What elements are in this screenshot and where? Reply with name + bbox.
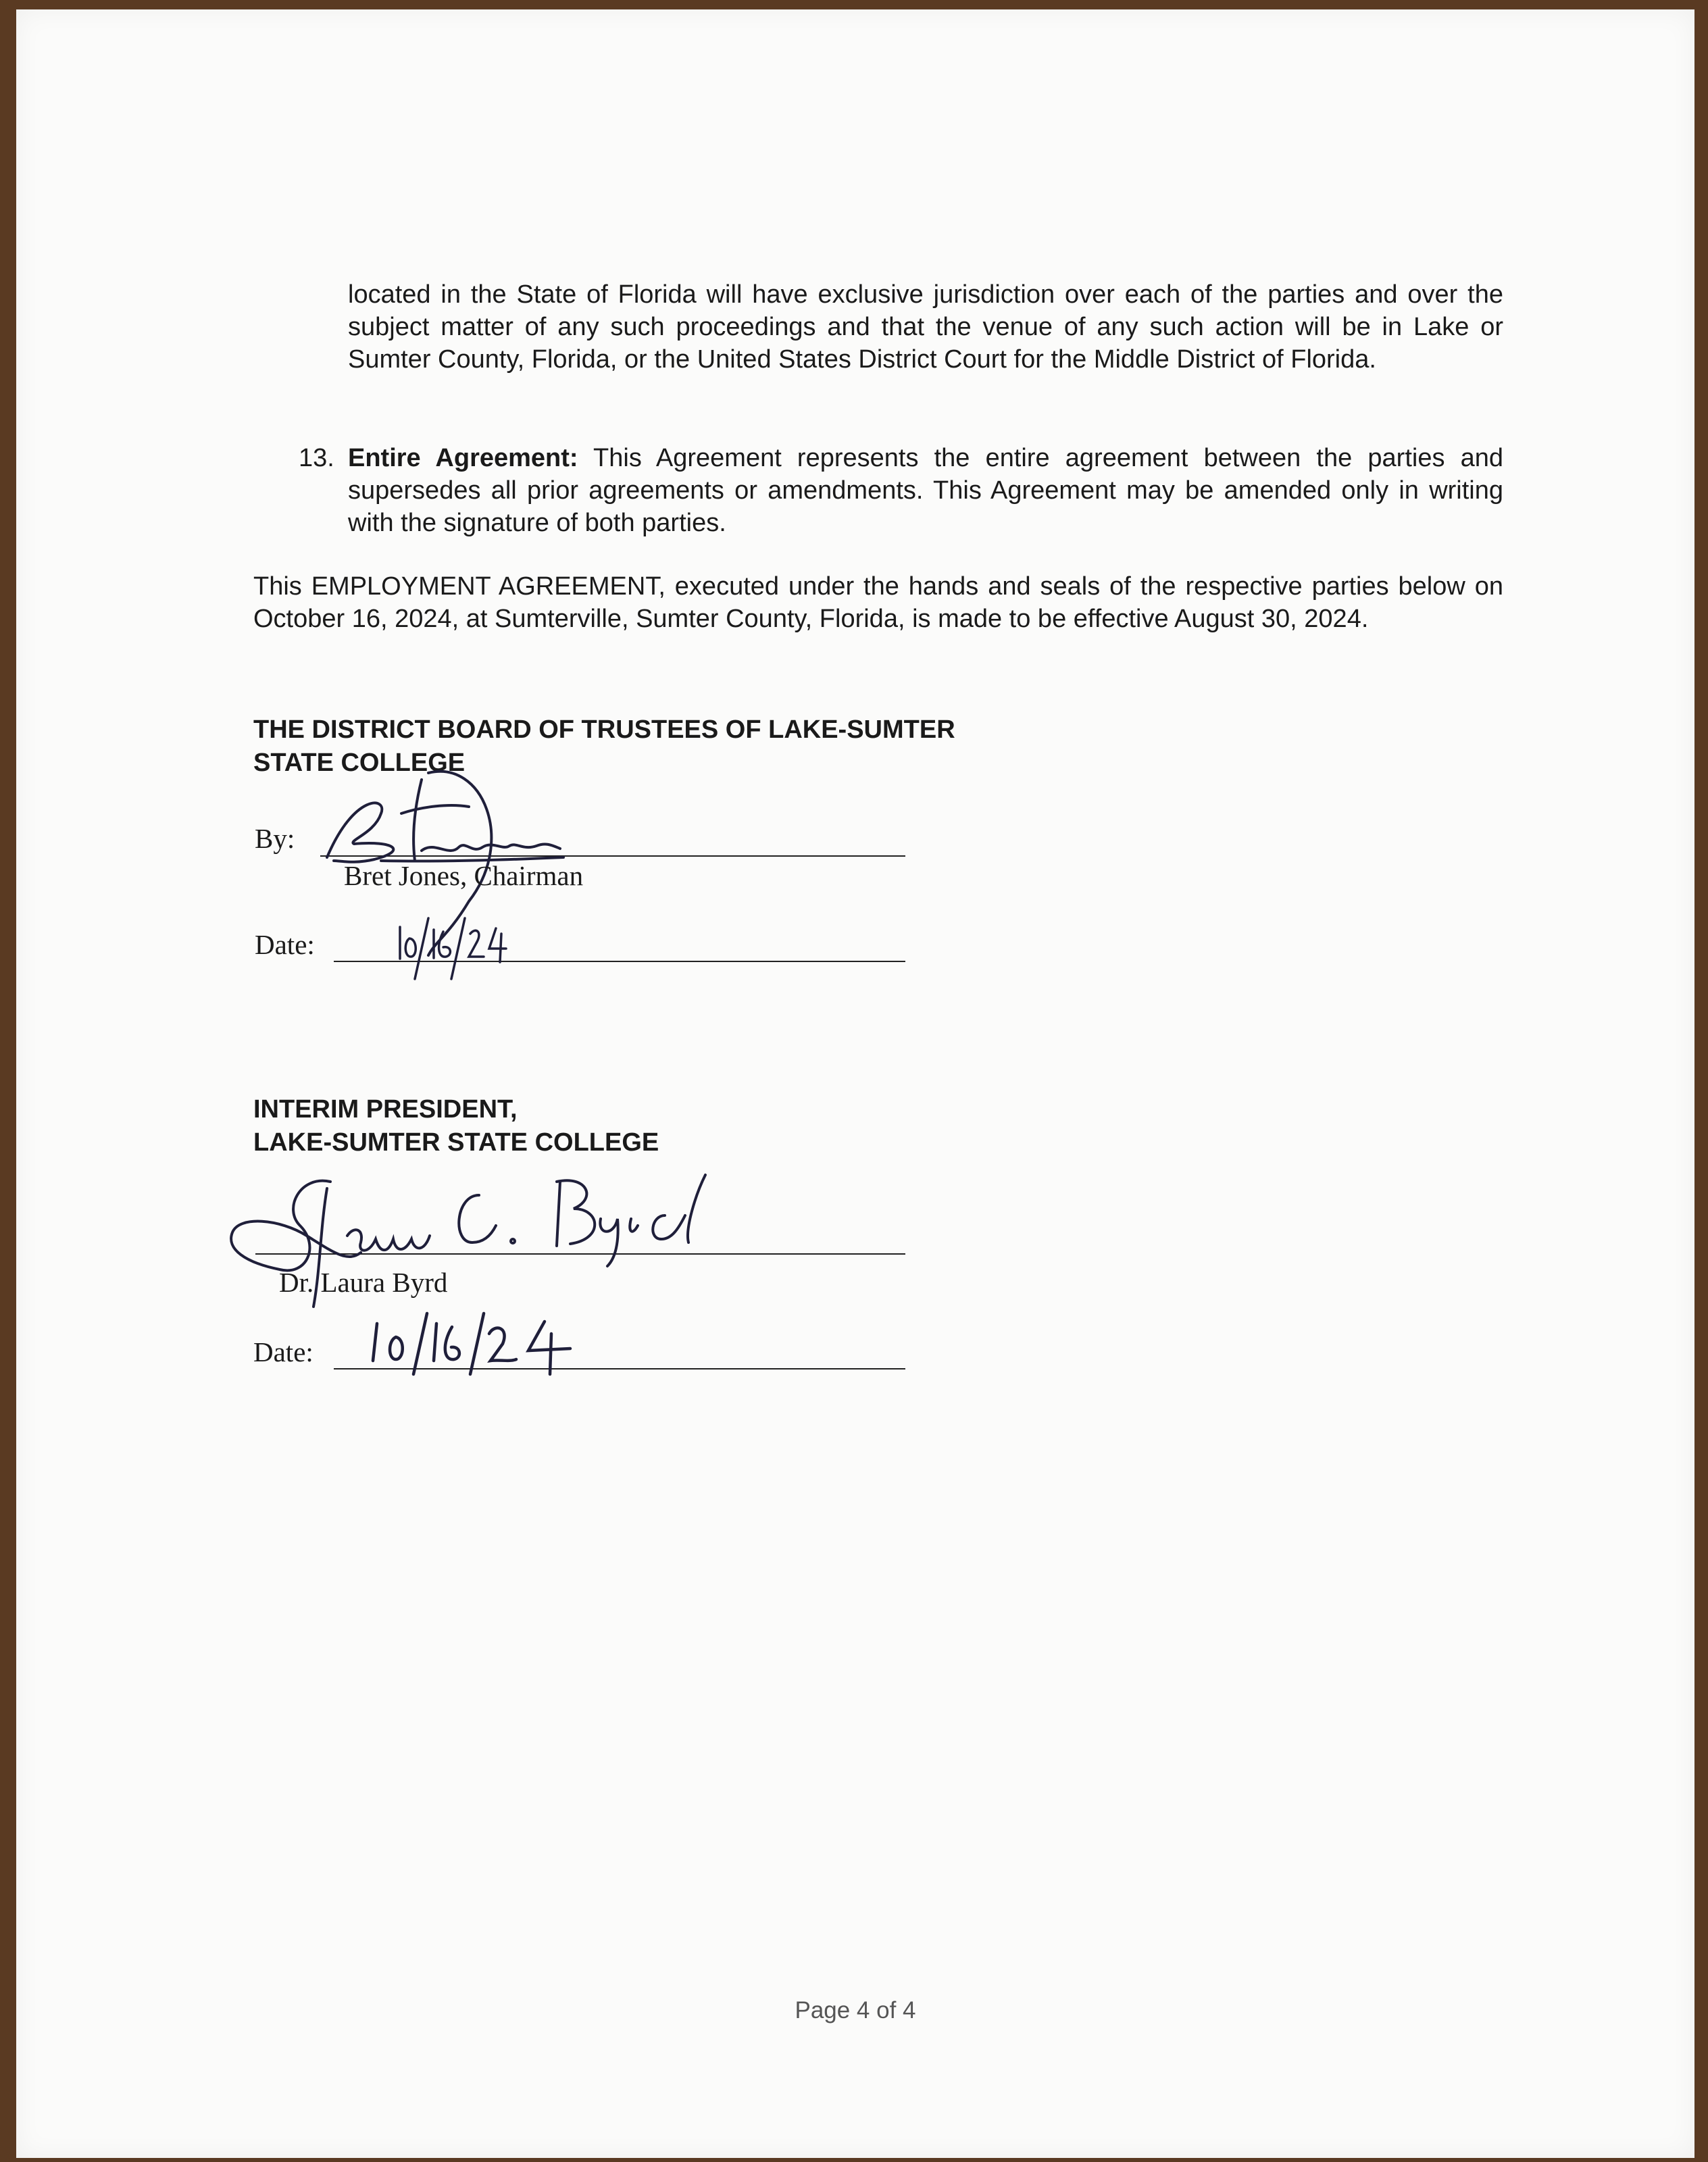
section-13-text: This Agreement represents the entire agreement between the parties and supersedes all prior agreements or amendments. This Agreement may be amended only in writing with the signature of both parties. bbox=[348, 444, 1504, 537]
board-date-label: Date: bbox=[255, 929, 315, 960]
president-heading-line2: LAKE-SUMTER STATE COLLEGE bbox=[253, 1128, 659, 1157]
section-13-body bbox=[348, 442, 1503, 539]
section-13 bbox=[299, 442, 1503, 539]
continued-paragraph bbox=[348, 278, 1503, 376]
president-heading bbox=[253, 1093, 963, 1159]
section-13-title: Entire Agreement: bbox=[348, 444, 578, 472]
board-heading: THE DISTRICT BOARD OF TRUSTEES OF LAKE-SUMTER STATE COLLEGE bbox=[253, 715, 955, 777]
document-page bbox=[16, 9, 1694, 2158]
section-13-number: 13. bbox=[299, 444, 334, 472]
by-label: By: bbox=[255, 823, 295, 854]
president-date-label: Date: bbox=[253, 1336, 313, 1367]
execution-clause-text: This EMPLOYMENT AGREEMENT, executed under the hands and seals of the respective parties below on October 16, 2024, at Sumterville, Sumter County, Florida, is made to be effective August 30, 2024. bbox=[253, 572, 1503, 633]
board-signer-name: Bret Jones, Chairman bbox=[344, 860, 584, 891]
execution-clause bbox=[253, 570, 1503, 635]
board-handwritten-date bbox=[395, 915, 530, 982]
president-signer-name: Dr. Laura Byrd bbox=[279, 1267, 448, 1298]
page-footer: Page 4 of 4 bbox=[795, 1997, 916, 2023]
continued-paragraph-text: located in the State of Florida will have exclusive jurisdiction over each of the parties and over the subject matter of any such proceedings and that the venue of any such action will be in Lake or Sumter County, Florida, or the United States District Court for the Middle District of Florida. bbox=[348, 280, 1503, 374]
president-handwritten-date bbox=[368, 1307, 611, 1381]
president-heading-line1: INTERIM PRESIDENT, bbox=[253, 1095, 518, 1124]
